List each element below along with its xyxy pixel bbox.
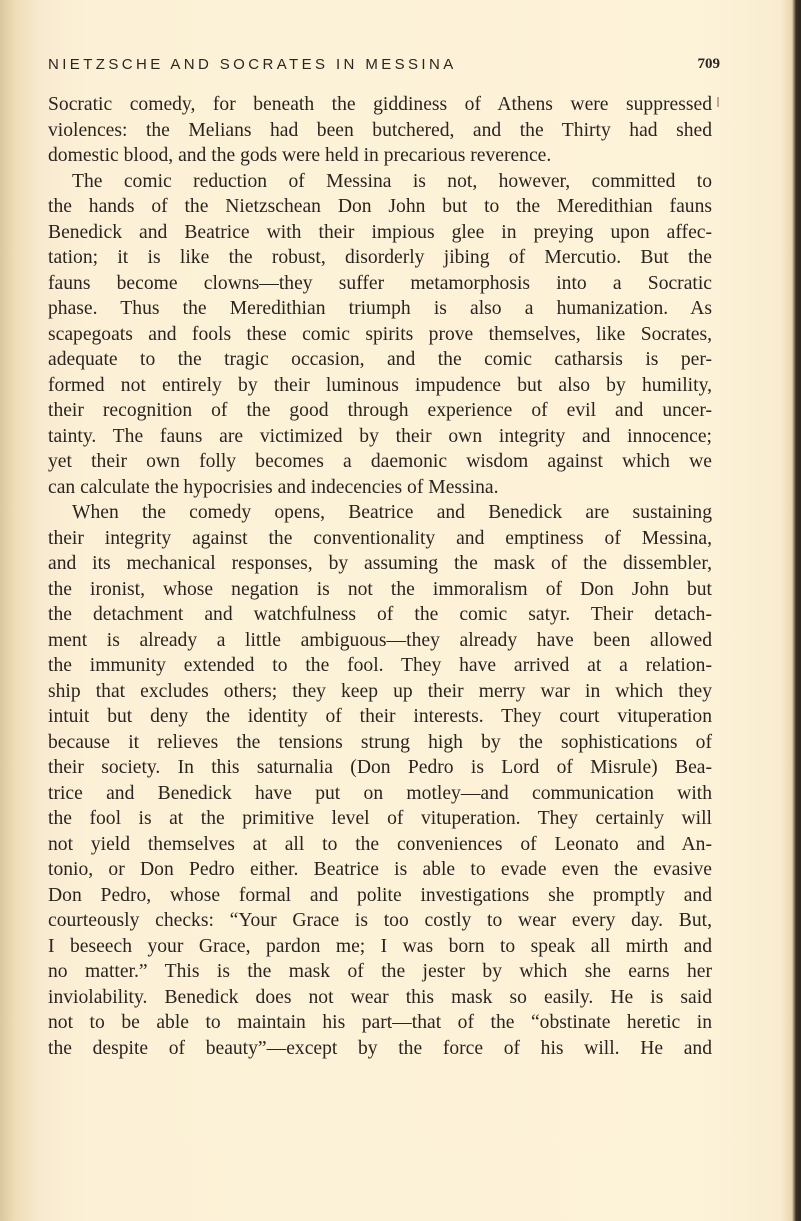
text-line: ship that excludes others; they keep up their merry war in which they (48, 680, 712, 702)
text-line: Don Pedro, whose formal and polite investigations she promptly and (48, 884, 712, 906)
text-line: I beseech your Grace, pardon me; I was born to speak all mirth and (48, 935, 712, 957)
text-line: violences: the Melians had been butchered, and the Thirty had shed (48, 119, 712, 141)
text-line: the despite of beauty”—except by the force of his will. He and (48, 1037, 712, 1059)
text-line: the immunity extended to the fool. They have arrived at a relation- (48, 655, 712, 676)
text-line: scapegoats and fools these comic spirits prove themselves, like Socrates, (48, 323, 712, 345)
text-line: courteously checks: “Your Grace is too costly to wear every day. But, (48, 910, 712, 931)
text-line: their recognition of the good through experience of evil and uncer- (48, 400, 712, 421)
text-line: tation; it is like the robust, disorderly jibing of Mercutio. But the (48, 247, 712, 268)
page-number: 709 (697, 56, 720, 72)
text-line: tainty. The fauns are victimized by their own integrity and innocence; (48, 425, 712, 447)
text-line: Benedick and Beatrice with their impious glee in preying upon affec- (48, 221, 712, 243)
text-line: their society. In this saturnalia (Don Pedro is Lord of Misrule) Bea- (48, 757, 712, 778)
text-line: can calculate the hypocrisies and indecencies of Messina. (48, 476, 499, 498)
running-title: NIETZSCHE AND SOCRATES IN MESSINA (48, 56, 457, 73)
text-line: yet their own folly becomes a daemonic wisdom against which we (48, 451, 712, 472)
text-line: inviolability. Benedick does not wear this mask so easily. He is said (48, 986, 712, 1008)
text-line: domestic blood, and the gods were held in precarious reverence. (48, 145, 552, 166)
text-line: their integrity against the conventionality and emptiness of Messina, (48, 527, 712, 549)
text-line: no matter.” This is the mask of the jester by which she earns her (48, 961, 712, 982)
text-line: because it relieves the tensions strung high by the sophistications of (48, 731, 712, 753)
text-line: trice and Benedick have put on motley—and communication with (48, 782, 712, 804)
running-header (48, 56, 720, 80)
text-line: ment is already a little ambiguous—they already have been allowed (48, 629, 712, 651)
text-line: and its mechanical responses, by assuming the mask of the dissembler, (48, 553, 712, 574)
text-line: the detachment and watchfulness of the comic satyr. Their detach- (48, 604, 712, 625)
text-line: the hands of the Nietzschean Don John but to the Meredithian fauns (48, 196, 712, 217)
body-text (48, 92, 712, 1061)
text-line: the fool is at the primitive level of vituperation. They certainly will (48, 808, 712, 829)
text-line: the ironist, whose negation is not the immoralism of Don John but (48, 578, 712, 600)
text-line: fauns become clowns—they suffer metamorphosis into a Socratic (48, 272, 712, 294)
text-line: phase. Thus the Meredithian triumph is also a humanization. As (48, 298, 712, 319)
text-line: The comic reduction of Messina is not, however, committed to (72, 170, 712, 192)
text-line: formed not entirely by their luminous impudence but also by humility, (48, 374, 712, 396)
text-line: tonio, or Don Pedro either. Beatrice is able to evade even the evasive (48, 859, 712, 880)
margin-mark (717, 97, 719, 107)
text-line: adequate to the tragic occasion, and the comic catharsis is per- (48, 349, 712, 370)
text-line: not yield themselves at all to the conveniences of Leonato and An- (48, 833, 712, 855)
text-line: intuit but deny the identity of their interests. They court vituperation (48, 706, 712, 727)
text-line: not to be able to maintain his part—that of the “obstinate heretic in (48, 1012, 712, 1033)
text-line: When the comedy opens, Beatrice and Benedick are sustaining (72, 502, 712, 523)
text-line: Socratic comedy, for beneath the giddiness of Athens were suppressed (48, 94, 712, 115)
